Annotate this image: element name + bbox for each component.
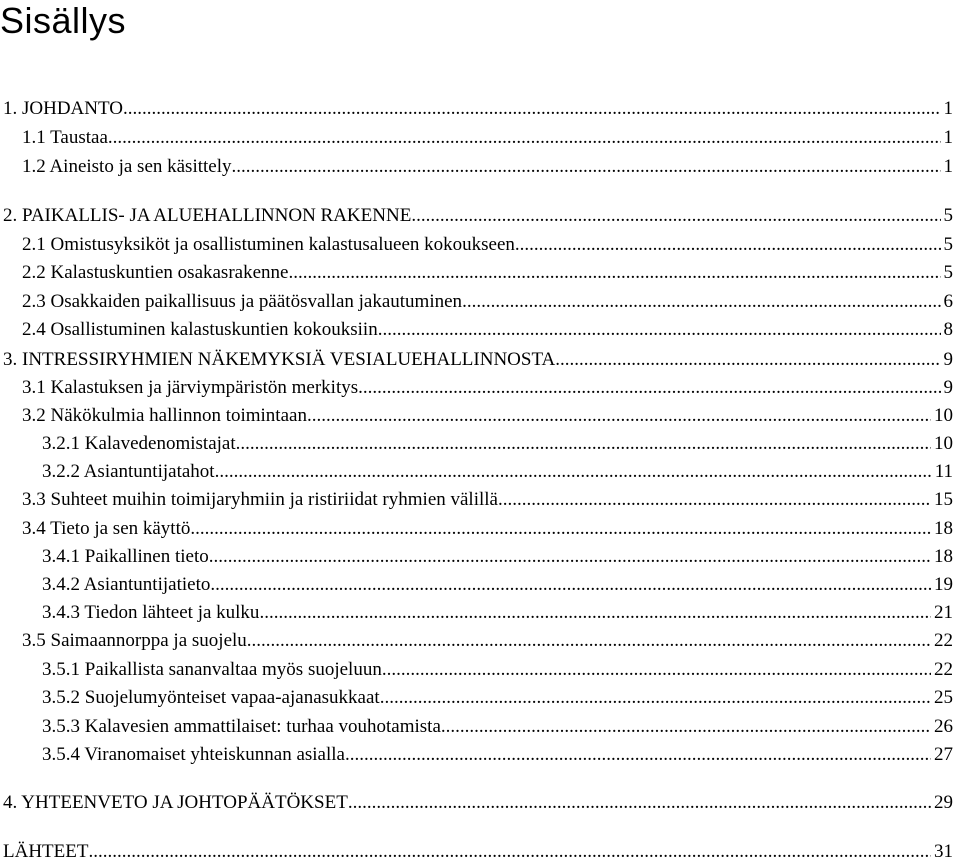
toc-entry-page-number: 5 xyxy=(941,261,960,285)
toc-entry[interactable] xyxy=(0,404,960,428)
toc-entry-title: 3.4.1 Paikallinen tieto xyxy=(42,545,209,569)
toc-entry-page-number: 18 xyxy=(931,545,960,569)
toc-entry-page-number: 1 xyxy=(941,97,960,121)
toc-dot-leader xyxy=(247,629,931,653)
toc-entry-page-number: 9 xyxy=(941,376,960,400)
toc-entry[interactable] xyxy=(0,204,960,228)
toc-entry[interactable] xyxy=(0,460,960,484)
toc-dot-leader xyxy=(555,348,940,372)
toc-entry-page-number: 22 xyxy=(931,629,960,653)
toc-entry-page-number: 15 xyxy=(931,488,960,512)
toc-dot-leader xyxy=(259,601,931,625)
toc-entry[interactable] xyxy=(0,573,960,597)
toc-entry-title: 1. JOHDANTO xyxy=(3,97,123,121)
toc-entry[interactable] xyxy=(0,97,960,121)
toc-entry-page-number: 9 xyxy=(941,348,960,372)
toc-dot-leader xyxy=(348,791,931,815)
toc-entry-title: 3.3 Suhteet muihin toimijaryhmiin ja ristiriidat ryhmien välillä xyxy=(22,488,498,512)
toc-entry-title: 3.2.2 Asiantuntijatahot xyxy=(42,460,215,484)
toc-entry-title: 1.2 Aineisto ja sen käsittely xyxy=(22,155,232,179)
toc-entry-title: 3.5.2 Suojelumyönteiset vapaa-ajanasukkaat xyxy=(42,686,380,710)
toc-entry-page-number: 8 xyxy=(941,318,960,342)
toc-entry[interactable] xyxy=(0,715,960,739)
toc-entry-title: 3.4.3 Tiedon lähteet ja kulku xyxy=(42,601,259,625)
toc-entry-page-number: 10 xyxy=(931,432,960,456)
toc-entry[interactable] xyxy=(0,126,960,150)
toc-dot-leader xyxy=(498,488,931,512)
toc-entry[interactable] xyxy=(0,376,960,400)
toc-dot-leader xyxy=(515,233,941,257)
toc-dot-leader xyxy=(382,658,931,682)
toc-entry-page-number: 31 xyxy=(931,840,960,864)
toc-entry-title: 3.5.4 Viranomaiset yhteiskunnan asialla xyxy=(42,743,345,767)
toc-entry[interactable] xyxy=(0,261,960,285)
toc-dot-leader xyxy=(108,126,941,150)
toc-entry-page-number: 21 xyxy=(931,601,960,625)
toc-entry-title: 3.4.2 Asiantuntijatieto xyxy=(42,573,210,597)
toc-dot-leader xyxy=(358,376,940,400)
toc-dot-leader xyxy=(288,261,940,285)
toc-entry-page-number: 5 xyxy=(941,233,960,257)
toc-entry-page-number: 5 xyxy=(941,204,960,228)
page-title: Sisällys xyxy=(0,0,126,42)
toc-entry-title: 3.1 Kalastuksen ja järviympäristön merkitys xyxy=(22,376,358,400)
toc-dot-leader xyxy=(236,432,931,456)
toc-entry-title: 3.5.1 Paikallista sananvaltaa myös suojeluun xyxy=(42,658,382,682)
toc-dot-leader xyxy=(210,573,931,597)
toc-entry-title: 3. INTRESSIRYHMIEN NÄKEMYKSIÄ VESIALUEHALLINNOSTA xyxy=(3,348,555,372)
toc-dot-leader xyxy=(345,743,931,767)
toc-entry-title: 1.1 Taustaa xyxy=(22,126,108,150)
toc-dot-leader xyxy=(411,204,940,228)
toc-entry[interactable] xyxy=(0,517,960,541)
toc-entry[interactable] xyxy=(0,318,960,342)
toc-entry-title: 3.2.1 Kalavedenomistajat xyxy=(42,432,236,456)
toc-entry-page-number: 22 xyxy=(931,658,960,682)
toc-entry-page-number: 26 xyxy=(931,715,960,739)
toc-entry[interactable] xyxy=(0,686,960,710)
toc-entry[interactable] xyxy=(0,629,960,653)
toc-entry-title: 2.4 Osallistuminen kalastuskuntien kokouksiin xyxy=(22,318,378,342)
toc-entry-title: 2.3 Osakkaiden paikallisuus ja päätösvallan jakautuminen xyxy=(22,290,462,314)
toc-dot-leader xyxy=(380,686,931,710)
toc-entry-title: 3.4 Tieto ja sen käyttö xyxy=(22,517,190,541)
toc-dot-leader xyxy=(441,715,931,739)
toc-entry-title: 2.1 Omistusyksiköt ja osallistuminen kalastusalueen kokoukseen xyxy=(22,233,515,257)
toc-entry-page-number: 6 xyxy=(941,290,960,314)
toc-entry[interactable] xyxy=(0,290,960,314)
toc-entry-page-number: 27 xyxy=(931,743,960,767)
toc-entry-title: 4. YHTEENVETO JA JOHTOPÄÄTÖKSET xyxy=(3,791,348,815)
toc-entry[interactable] xyxy=(0,155,960,179)
toc-entry-page-number: 29 xyxy=(931,791,960,815)
toc-entry[interactable] xyxy=(0,840,960,864)
toc-dot-leader xyxy=(462,290,940,314)
toc-dot-leader xyxy=(378,318,941,342)
toc-dot-leader xyxy=(232,155,941,179)
toc-entry-page-number: 19 xyxy=(931,573,960,597)
toc-dot-leader xyxy=(215,460,932,484)
toc-entry-title: 3.2 Näkökulmia hallinnon toimintaan xyxy=(22,404,307,428)
toc-entry[interactable] xyxy=(0,545,960,569)
toc-entry[interactable] xyxy=(0,432,960,456)
toc-dot-leader xyxy=(209,545,931,569)
toc-entry[interactable] xyxy=(0,233,960,257)
toc-entry[interactable] xyxy=(0,601,960,625)
toc-entry[interactable] xyxy=(0,488,960,512)
toc-entry-title: 3.5.3 Kalavesien ammattilaiset: turhaa vouhotamista xyxy=(42,715,441,739)
toc-entry-page-number: 18 xyxy=(931,517,960,541)
toc-entry-page-number: 10 xyxy=(931,404,960,428)
toc-entry-title: 3.5 Saimaannorppa ja suojelu xyxy=(22,629,247,653)
toc-entry-page-number: 11 xyxy=(932,460,960,484)
toc-entry-title: 2. PAIKALLIS- JA ALUEHALLINNON RAKENNE xyxy=(3,204,411,228)
toc-entry-title: LÄHTEET xyxy=(3,840,88,864)
toc-dot-leader xyxy=(123,97,941,121)
toc-entry[interactable] xyxy=(0,658,960,682)
toc-entry-title: 2.2 Kalastuskuntien osakasrakenne xyxy=(22,261,288,285)
toc-dot-leader xyxy=(88,840,931,864)
toc-entry[interactable] xyxy=(0,348,960,372)
toc-entry-page-number: 1 xyxy=(941,155,960,179)
toc-entry[interactable] xyxy=(0,791,960,815)
toc-dot-leader xyxy=(190,517,931,541)
toc-dot-leader xyxy=(307,404,931,428)
toc-entry-page-number: 25 xyxy=(931,686,960,710)
toc-entry[interactable] xyxy=(0,743,960,767)
toc-entry-page-number: 1 xyxy=(941,126,960,150)
